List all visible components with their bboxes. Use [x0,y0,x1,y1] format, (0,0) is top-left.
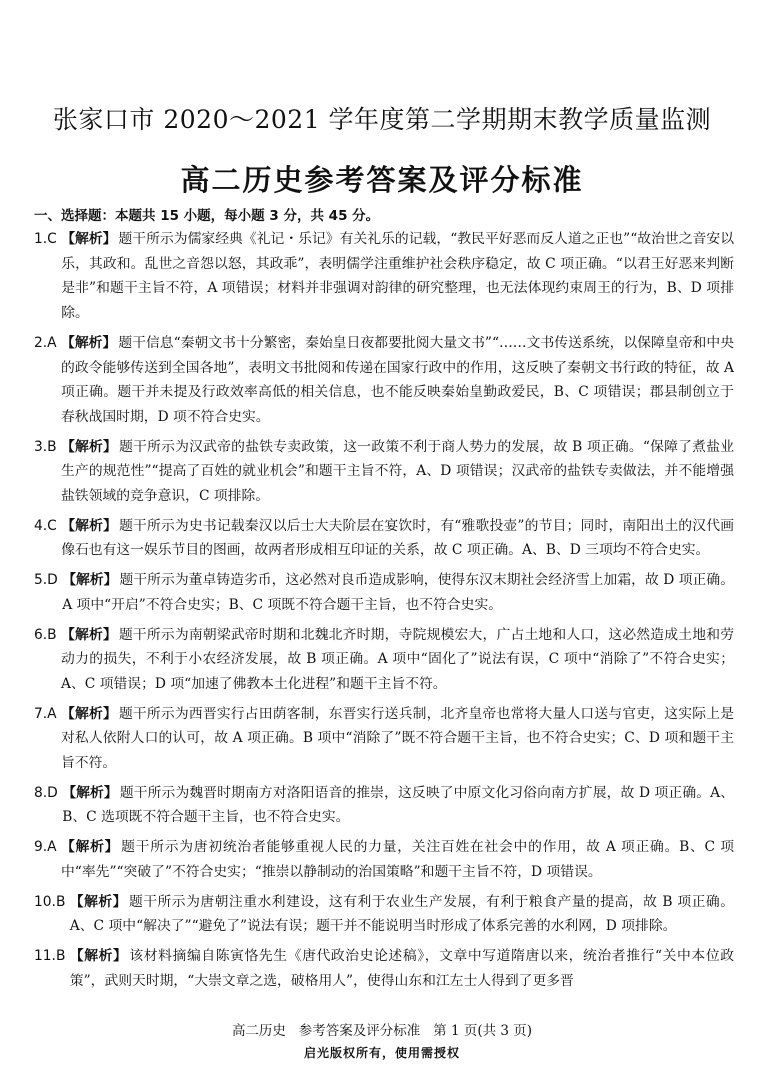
answer-item [34,890,734,939]
answer-text: 题干所示为西晋实行占田荫客制，东晋实行送兵制，北齐皇帝也常将大量人口送与官吏，这实际上是对私人依附人口的认可，故 A 项正确。B 项中“消除了”既不符合题干主旨，也不符合史实；C、D 项和题干主旨不符。 [61,705,735,772]
analysis-tag: 【解析】 [61,334,117,351]
answer-body [70,944,734,993]
answer-text: 题干所示为史书记载秦汉以后士大夫阶层在宴饮时，有“雅歌投壶”的节目；同时，南阳出土的汉代画像石也有这一娱乐节目的图画，故两者形成相互印证的关系，故 C 项正确。A、B、D 三项均不符合史实。 [61,517,734,559]
answer-item [34,781,734,830]
analysis-tag: 【解析】 [61,626,117,643]
answer-number: 8.D [34,784,63,801]
document-subtitle: 高二历史参考答案及评分标准 [180,163,584,197]
answer-item [34,835,734,884]
answer-text: 题干所示为魏晋时期南方对洛阳语音的推崇，这反映了中原文化习俗向南方扩展，故 D 项正确。A、B、C 选项既不符合题干主旨，也不符合史实。 [62,784,735,826]
answer-text: 该材料摘编自陈寅恪先生《唐代政治史论述稿》，文章中写道隋唐以来，统治者推行“关中本位政策”，武则天时期，“大崇文章之选，破格用人”，使得山东和江左士人得到了更多晋 [69,947,735,989]
answer-text: 题干所示为南朝梁武帝时期和北魏北齐时期，寺院规模宏大，广占土地和人口，这必然造成土地和劳动力的损失，不利于小农经济发展，故 B 项正确。A 项中“固化了”说法有误，C 项中“消除了”不符合史实；A、C 项错误；D 项“加速了佛教本土化进程”和题干主旨不符。 [61,626,735,692]
answer-item [34,944,734,993]
answer-body [61,435,734,509]
answer-item [34,623,734,697]
analysis-tag: 【解析】 [61,438,118,455]
answer-list [34,227,734,998]
analysis-tag: 【解析】 [61,839,120,856]
answer-item [34,227,734,326]
answer-item [34,514,734,563]
answer-text: 题干所示为董卓铸造劣币，这必然对良币造成影响，使得东汉末期社会经济雪上加霜，故 D 项正确。A 项中“开启”不符合史实；B、C 项既不符合题干主旨，也不符合史实。 [62,572,735,613]
copyright-notice: 启光版权所有，使用需授权 [303,1046,460,1060]
answer-number: 5.D [34,572,63,589]
exam-title: 张家口市 2020～2021 学年度第二学期期末教学质量监测 [52,105,712,134]
answer-body [61,623,734,697]
answer-body [61,227,734,326]
analysis-tag: 【解析】 [69,947,128,964]
answer-number: 4.C [34,517,62,534]
answer-item [34,435,734,509]
answer-body [61,702,734,776]
answer-body [61,835,734,884]
answer-number: 10.B [34,893,70,910]
analysis-tag: 【解析】 [61,705,117,722]
answer-text: 题干所示为唐初统治者能够重视人民的力量，关注百姓在社会中的作用，故 A 项正确。B、C 项中“率先”“突破了”不符合史实；“推崇以静制动的治国策略”和题干主旨不符，D 项错误。 [61,839,734,880]
answer-text: 题干所示为汉武帝的盐铁专卖政策，这一政策不利于商人势力的发展，故 B 项正确。“保障了煮盐业生产的规范性”“提高了百姓的就业机会”和题干主旨不符，A、D 项错误；汉武帝的盐铁专卖做法，并不能增强盐铁领域的竞争意识，C 项排除。 [61,438,735,505]
answer-item [34,568,734,617]
answer-number: 9.A [34,839,61,856]
answer-number: 3.B [34,438,62,455]
analysis-tag: 【解析】 [62,572,118,589]
analysis-tag: 【解析】 [61,517,118,534]
analysis-tag: 【解析】 [61,231,117,247]
answer-number: 11.B [34,947,70,964]
answer-body [62,568,734,617]
answer-text: 题干信息“秦朝文书十分繁密，秦始皇日夜都要批阅大量文书”“……文书传送系统，以保障皇帝和中央的政令能够传送到全国各地”，表明文书批阅和传递在国家行政中的作用，这反映了秦朝文书行政的特征，故 A 项正确。题干并未提及行政效率高低的相关信息，也不能反映秦始皇勤政爱民，B、C 项错误；郡县制创立于春秋战国时期，D 项不符合史实。 [61,334,734,425]
answer-body [61,514,734,563]
analysis-tag: 【解析】 [69,893,127,910]
answer-text: 题干所示为唐朝注重水利建设，这有利于农业生产发展，有利于粮食产量的提高，故 B 项正确。A、C 项中“解决了”“避免了”说法有误；题干并不能说明当时形成了体系完善的水利网，D 项排除。 [69,893,734,935]
analysis-tag: 【解析】 [62,784,118,801]
answer-body [61,331,734,430]
answer-item [34,331,734,430]
page-footer: 高二历史 参考答案及评分标准 第 1 页(共 3 页) [231,1023,533,1039]
section-heading: 一、选择题：本题共 15 小题，每小题 3 分，共 45 分。 [34,208,380,224]
answer-number: 7.A [34,705,61,722]
answer-text: 题干所示为儒家经典《礼记・乐记》有关礼乐的记载，“教民平好恶而反人道之正也”“故治世之音安以乐，其政和。乱世之音怨以怒，其政乖”，表明儒学注重维护社会秩序稳定，故 C 项正确。“以君王好恶来判断是非”和题干主旨不符，A 项错误；材料并非强调对韵律的研究整理，也无法体现约束周王的行为，B、D 项排除。 [61,231,734,322]
answer-number: 2.A [34,334,61,351]
answer-item [34,702,734,776]
answer-body [70,890,734,939]
answer-number: 1.C [34,231,62,247]
answer-number: 6.B [34,626,62,643]
answer-body [62,781,734,830]
